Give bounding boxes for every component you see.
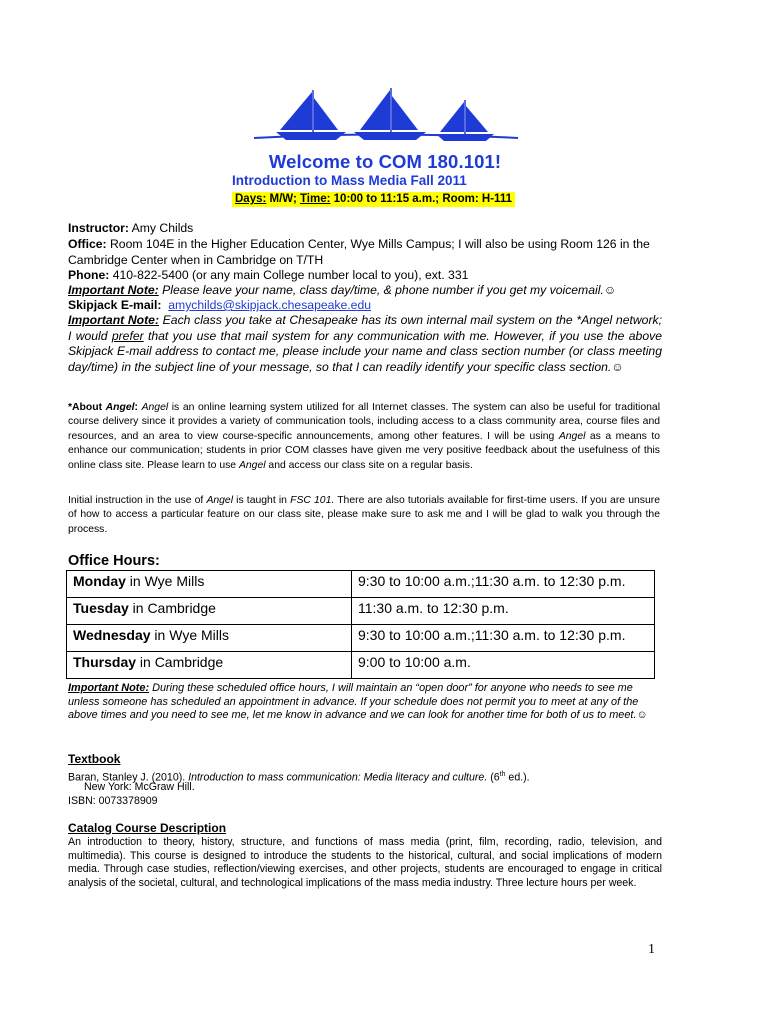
angel-text-b: is an online learning system utilized for all Internet classes. The system can also be useful for traditional course delivery since it provides a variety of communication tools, including access to a class community area, course files and resources, and an area to view course-specific announcements, among other features. I will be using	[68, 402, 660, 442]
email-link[interactable]: amychilds@skipjack.chesapeake.edu	[168, 298, 372, 312]
angel-text-c: as a means to enhance our communication; students in prior COM classes have given me very positive feedback about the usefulness of this online class site. Please learn to use	[68, 430, 660, 471]
angel-label-colon: :	[134, 402, 138, 413]
catalog-heading: Catalog Course Description	[68, 821, 227, 835]
welcome-heading: Welcome to COM 180.101!	[268, 151, 502, 172]
citation-title: Introduction to mass communication: Media literacy and culture.	[188, 771, 488, 784]
citation-edition-b: ed.).	[505, 771, 530, 784]
office-value: Room 104E in the Higher Education Center, Wye Mills Campus; I will also be using Room 126 in the Cambridge Center when in Cambridge on T/TH	[68, 237, 650, 267]
angel-label-name: Angel	[105, 402, 135, 413]
day-name: Monday	[73, 573, 126, 589]
schedule-line	[232, 192, 515, 207]
citation-edition-sup: th	[499, 771, 506, 778]
time-label: Time:	[299, 193, 331, 205]
office-hours-time: 9:30 to 10:00 a.m.;11:30 a.m. to 12:30 p.m.	[352, 625, 655, 652]
office-hours-time: 9:00 to 10:00 a.m.	[352, 652, 655, 679]
angel-text-d: and access our class site on a regular basis.	[265, 459, 473, 471]
office-hours-note	[68, 682, 662, 723]
email-note	[68, 313, 662, 375]
angel-label: *About	[68, 402, 106, 413]
office-hours-title: Office Hours:	[68, 553, 160, 569]
days-label: Days:	[235, 193, 267, 205]
office-hours-day	[67, 652, 352, 679]
phone-value: 410-822-5400 (or any main College number local to you), ext. 331	[109, 268, 469, 282]
office-line	[68, 237, 662, 268]
textbook-heading: Textbook	[68, 752, 121, 766]
phone-label: Phone:	[68, 268, 110, 282]
important-note-label: Important Note:	[68, 283, 159, 297]
angel-name-2: Angel	[558, 430, 586, 442]
office-hours-day	[67, 625, 352, 652]
voicemail-note-text: Please leave your name, class day/time, & phone number if you get my voicemail.☺	[158, 283, 617, 297]
angel-name-1: Angel	[141, 402, 169, 413]
day-place: in Cambridge	[136, 654, 224, 670]
office-hours-table	[66, 570, 655, 679]
page-number: 1	[648, 942, 655, 957]
course-subtitle: Introduction to Mass Media Fall 2011	[232, 173, 467, 188]
important-note-label-2: Important Note:	[68, 313, 159, 327]
table-row	[67, 625, 655, 652]
angel-paragraph	[68, 401, 660, 473]
office-hours-note-text: During these scheduled office hours, I will maintain an “open door” for anyone who needs to see me unless someone has scheduled an appointment in advance. If your schedule does not permit you to meet at any of the above times and you need to see me, let me know in advance and we can look for another time for both of us to meet.☺	[68, 682, 648, 722]
textbook-publisher: New York: McGraw Hill.	[84, 781, 195, 793]
angel-instr-a: Initial instruction in the use of	[68, 495, 207, 506]
email-line	[68, 298, 662, 314]
office-hours-note-label: Important Note:	[68, 682, 150, 694]
table-row	[67, 652, 655, 679]
instructor-value: Amy Childs	[128, 221, 194, 235]
instructor-label: Instructor:	[68, 221, 129, 235]
table-row	[67, 598, 655, 625]
email-note-prefer: prefer	[111, 328, 144, 343]
angel-instr-c: There are also tutorials available for first-time users. If you are unsure of how to access a particular feature on our class site, please make sure to ask me and I will be glad to walk you through the process.	[68, 495, 660, 535]
office-hours-day	[67, 598, 352, 625]
catalog-description: An introduction to theory, history, structure, and functions of mass media (print, film, recording, radio, television, and multimedia). This course is designed to introduce the students to the historical, cultural, and social implications of modern media. Through case studies, reflection/viewing exercises, and other projects, students are encouraged to engage in critical analysis of the societal, cultural, and technological implications of the mass media industry. Three lecture hours per week.	[68, 836, 662, 889]
day-name: Wednesday	[73, 627, 151, 643]
textbook-isbn: ISBN: 0073378909	[68, 795, 158, 807]
angel-instr-name: Angel	[206, 495, 234, 506]
angel-instr-b: is taught in	[233, 495, 291, 506]
citation-edition-a: (6	[487, 771, 500, 784]
email-note-text-a: Each class you take at Chesapeake has its own internal mail system on the *Angel network; I would	[68, 313, 662, 343]
time-value: 10:00 to 11:15 a.m.; Room: H-111	[330, 193, 512, 205]
office-hours-day	[67, 571, 352, 598]
citation-author: Baran, Stanley J. (2010).	[68, 771, 189, 784]
day-place: in Wye Mills	[125, 573, 205, 589]
day-place: in Cambridge	[128, 600, 216, 616]
angel-instr-fsc: FSC 101.	[290, 495, 335, 506]
sailboats-logo	[250, 88, 522, 158]
office-label: Office:	[68, 237, 107, 251]
email-note-text-b: that you use that mail system for any communication with me. However, if you use the above Skipjack E-mail address to contact me, please include your name and class section number (or class meeting day/time) in the subject line of your message, so that I can readily identify your specific class section.☺	[68, 328, 662, 374]
days-value: M/W;	[266, 193, 300, 205]
office-hours-time: 9:30 to 10:00 a.m.;11:30 a.m. to 12:30 p.m.	[352, 571, 655, 598]
angel-instruction-paragraph	[68, 494, 660, 537]
voicemail-note	[68, 283, 662, 299]
table-row	[67, 571, 655, 598]
office-hours-time: 11:30 a.m. to 12:30 p.m.	[352, 598, 655, 625]
instructor-line	[68, 221, 662, 237]
phone-line	[68, 268, 662, 284]
day-name: Thursday	[73, 654, 137, 670]
day-name: Tuesday	[73, 600, 129, 616]
email-label: Skipjack E-mail:	[68, 298, 162, 312]
day-place: in Wye Mills	[150, 627, 229, 643]
angel-name-3: Angel	[238, 459, 266, 471]
